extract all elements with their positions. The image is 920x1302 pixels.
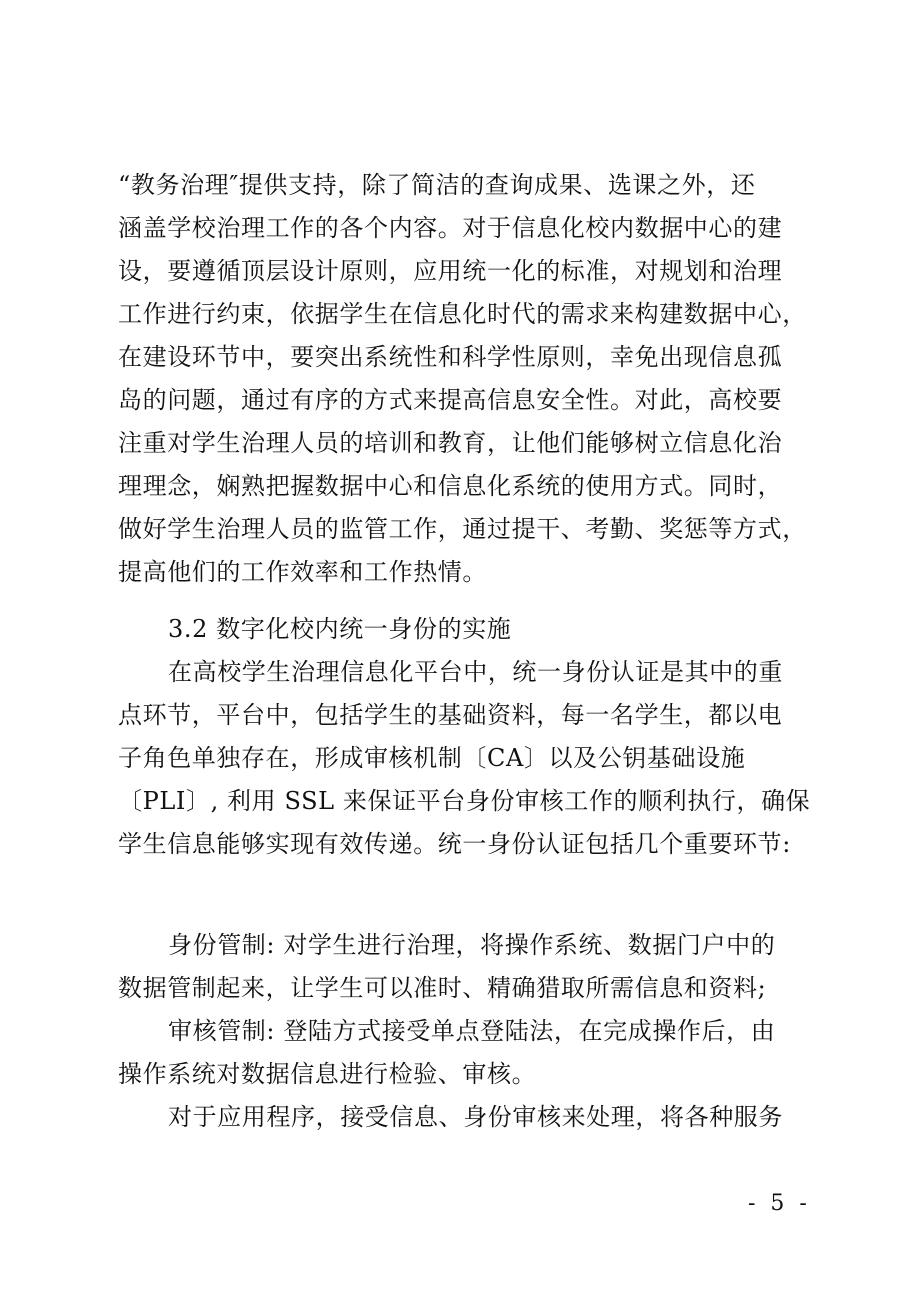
text-line: 操作系统对数据信息进行检验、审核。 (118, 1060, 537, 1088)
text-line: 在建设环节中，要突出系统性和科学性原则，幸免出现信息孤 (118, 343, 783, 371)
text-line: 审核管制: 登陆方式接受单点登陆法，在完成操作后，由 (168, 1017, 776, 1045)
text-line: 学生信息能够实现有效传递。统一身份认证包括几个重要环节: (118, 830, 791, 858)
text-line: 点环节，平台中，包括学生的基础资料，每一名学生，都以电 (118, 701, 783, 729)
text-line: 做好学生治理人员的监管工作，通过提干、考勤、奖惩等方式， (118, 515, 807, 543)
text-line: 理理念，娴熟把握数据中心和信息化系统的使用方式。同时， (118, 472, 783, 500)
text-line: 子角色单独存在，形成审核机制〔CA〕以及公钥基础设施 (118, 744, 746, 772)
page-number: - 5 - (748, 1191, 811, 1216)
text-line: 对于应用程序，接受信息、身份审核来处理，将各种服务 (168, 1103, 783, 1131)
text-line: 提高他们的工作效率和工作热情。 (118, 558, 487, 586)
text-line: 设，要遵循顶层设计原则，应用统一化的标准，对规划和治理 (118, 257, 783, 285)
text-line: 在高校学生治理信息化平台中，统一身份认证是其中的重 (168, 658, 783, 686)
text-line: “教务治理″提供支持，除了简洁的查询成果、选课之外，还 (118, 171, 756, 199)
text-line: 岛的问题，通过有序的方式来提高信息安全性。对此，高校要 (118, 386, 783, 414)
text-line: 涵盖学校治理工作的各个内容。对于信息化校内数据中心的建 (118, 214, 783, 242)
text-line: 〔PLI〕, 利用 SSL 来保证平台身份审核工作的顺利执行，确保 (118, 787, 811, 815)
section-heading: 3.2 数字化校内统一身份的实施 (168, 615, 512, 643)
text-line: 身份管制: 对学生进行治理，将操作系统、数据门户中的 (168, 931, 776, 959)
text-line: 数据管制起来，让学生可以准时、精确猎取所需信息和资料; (118, 974, 767, 1002)
text-line: 注重对学生治理人员的培训和教育，让他们能够树立信息化治 (118, 429, 783, 457)
text-line: 工作进行约束，依据学生在信息化时代的需求来构建数据中心， (118, 300, 807, 328)
